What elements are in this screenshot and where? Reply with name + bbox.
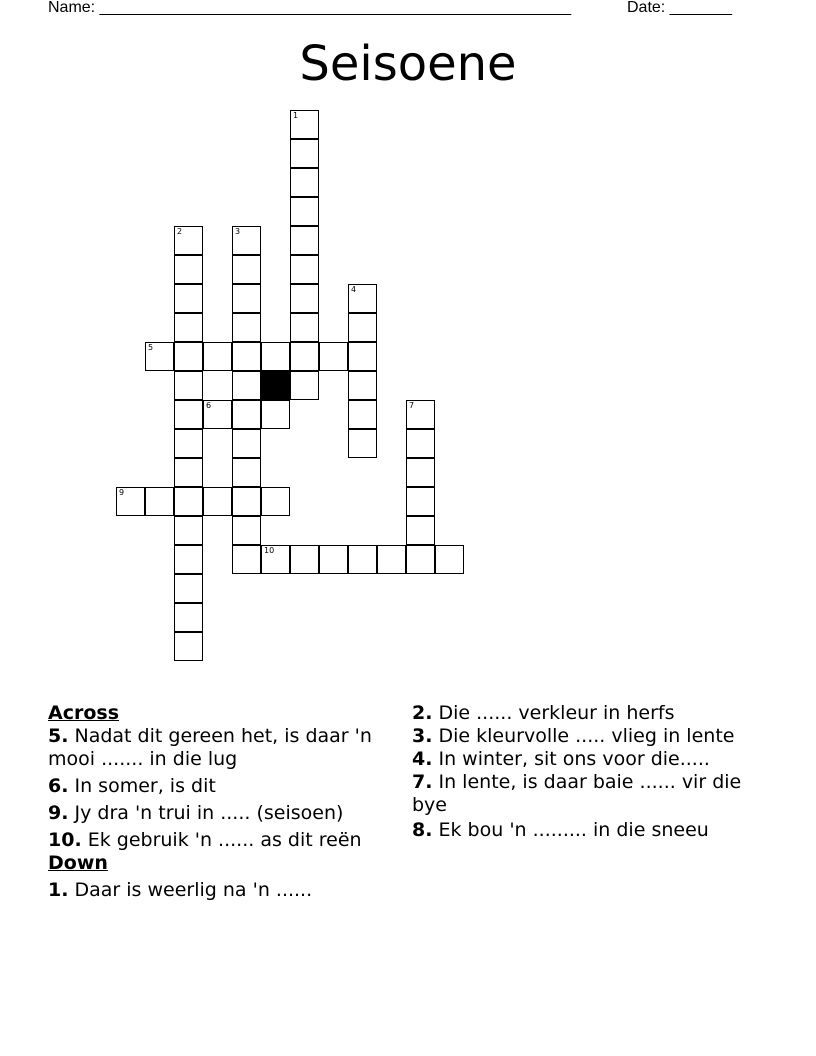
grid-cell[interactable] bbox=[261, 400, 290, 429]
grid-cell[interactable] bbox=[174, 429, 203, 458]
clue-down-3 bbox=[412, 725, 757, 748]
grid-cell[interactable] bbox=[174, 371, 203, 400]
clue-across-9 bbox=[48, 802, 393, 825]
clue-number-label: 3 bbox=[235, 227, 241, 236]
clue-text: Nadat dit gereen het, is daar 'n mooi ....... in die lug bbox=[48, 725, 372, 770]
clue-number-label: 4 bbox=[351, 285, 357, 294]
clue-number: 4. bbox=[412, 748, 433, 770]
grid-cell[interactable] bbox=[232, 545, 261, 574]
clue-number: 5. bbox=[48, 725, 69, 747]
grid-cell[interactable] bbox=[261, 487, 290, 516]
grid-cell[interactable] bbox=[290, 255, 319, 284]
clue-number: 3. bbox=[412, 725, 433, 747]
clue-text: In winter, sit ons voor die..... bbox=[438, 748, 710, 770]
grid-cell[interactable] bbox=[174, 458, 203, 487]
clue-number: 9. bbox=[48, 802, 69, 824]
grid-cell[interactable] bbox=[174, 516, 203, 545]
grid-cell[interactable] bbox=[232, 400, 261, 429]
clue-across-10 bbox=[48, 829, 393, 852]
grid-cell[interactable] bbox=[406, 429, 435, 458]
across-heading: Across bbox=[48, 702, 120, 724]
clue-number: 7. bbox=[412, 771, 433, 793]
clue-number-label: 5 bbox=[148, 343, 154, 352]
grid-cell[interactable] bbox=[348, 400, 377, 429]
clue-number-label: 1 bbox=[293, 111, 299, 120]
grid-cell[interactable] bbox=[290, 226, 319, 255]
black-square bbox=[261, 371, 290, 400]
clue-down-7 bbox=[412, 771, 757, 817]
clue-down-1 bbox=[48, 879, 393, 902]
grid-cell[interactable] bbox=[232, 458, 261, 487]
grid-cell-3[interactable] bbox=[232, 226, 261, 255]
grid-cell[interactable] bbox=[377, 545, 406, 574]
grid-cell[interactable] bbox=[406, 545, 435, 574]
grid-cell[interactable] bbox=[290, 284, 319, 313]
grid-cell[interactable] bbox=[232, 284, 261, 313]
grid-cell[interactable] bbox=[290, 545, 319, 574]
clue-down-4 bbox=[412, 748, 757, 771]
date-field[interactable]: Date: _______ bbox=[627, 0, 732, 16]
clue-across-6 bbox=[48, 775, 393, 798]
clue-down-8 bbox=[412, 819, 757, 842]
page-title: Seisoene bbox=[299, 36, 517, 92]
grid-cell-4[interactable] bbox=[348, 284, 377, 313]
clue-number: 6. bbox=[48, 775, 69, 797]
across-clue-list bbox=[48, 725, 393, 852]
grid-cell[interactable] bbox=[435, 545, 464, 574]
grid-cell-7[interactable] bbox=[406, 400, 435, 429]
clue-number: 2. bbox=[412, 702, 433, 724]
grid-cell[interactable] bbox=[174, 400, 203, 429]
clues-right-column bbox=[412, 702, 757, 846]
grid-cell-6[interactable] bbox=[203, 400, 232, 429]
grid-cell-1[interactable] bbox=[290, 110, 319, 139]
grid-cell[interactable] bbox=[290, 371, 319, 400]
clue-text: Die kleurvolle ..... vlieg in lente bbox=[438, 725, 735, 747]
grid-cell[interactable] bbox=[232, 487, 261, 516]
grid-cell[interactable] bbox=[174, 284, 203, 313]
grid-cell[interactable] bbox=[232, 429, 261, 458]
grid-cell[interactable] bbox=[406, 487, 435, 516]
grid-cell[interactable] bbox=[232, 516, 261, 545]
grid-cell[interactable] bbox=[406, 458, 435, 487]
grid-cell[interactable] bbox=[348, 313, 377, 342]
grid-cell[interactable] bbox=[348, 429, 377, 458]
grid-cell[interactable] bbox=[261, 342, 290, 371]
clue-down-2 bbox=[412, 702, 757, 725]
grid-cell-2[interactable] bbox=[174, 226, 203, 255]
grid-cell[interactable] bbox=[348, 371, 377, 400]
grid-cell[interactable] bbox=[174, 632, 203, 661]
clue-text: Ek bou 'n ......... in die sneeu bbox=[438, 819, 709, 841]
clue-text: Daar is weerlig na 'n ...... bbox=[74, 879, 313, 901]
clue-text: In lente, is daar baie ...... vir die bye bbox=[412, 771, 742, 816]
grid-cell[interactable] bbox=[174, 574, 203, 603]
clue-number-label: 7 bbox=[409, 401, 415, 410]
grid-cell[interactable] bbox=[290, 342, 319, 371]
grid-cell[interactable] bbox=[290, 197, 319, 226]
grid-cell[interactable] bbox=[319, 545, 348, 574]
grid-cell[interactable] bbox=[348, 545, 377, 574]
name-field[interactable]: Name: _____________________________________________________ bbox=[48, 0, 572, 16]
grid-cell-10[interactable] bbox=[261, 545, 290, 574]
clue-text: Ek gebruik 'n ...... as dit reën bbox=[87, 829, 362, 851]
clue-text: In somer, is dit bbox=[74, 775, 216, 797]
clue-text: Jy dra 'n trui in ..... (seisoen) bbox=[74, 802, 344, 824]
grid-cell[interactable] bbox=[174, 342, 203, 371]
grid-cell[interactable] bbox=[203, 342, 232, 371]
grid-cell[interactable] bbox=[174, 603, 203, 632]
grid-cell[interactable] bbox=[174, 313, 203, 342]
clue-across-5 bbox=[48, 725, 393, 771]
clue-number: 10. bbox=[48, 829, 82, 851]
grid-cell[interactable] bbox=[232, 313, 261, 342]
down-heading: Down bbox=[48, 852, 108, 874]
clue-number-label: 2 bbox=[177, 227, 183, 236]
grid-cell[interactable] bbox=[348, 342, 377, 371]
grid-cell[interactable] bbox=[174, 545, 203, 574]
clue-number: 1. bbox=[48, 879, 69, 901]
clue-number-label: 6 bbox=[206, 401, 212, 410]
clues-left-column bbox=[48, 702, 393, 906]
grid-cell-5[interactable] bbox=[145, 342, 174, 371]
grid-cell[interactable] bbox=[232, 342, 261, 371]
clue-text: Die ...... verkleur in herfs bbox=[438, 702, 675, 724]
grid-cell[interactable] bbox=[290, 313, 319, 342]
grid-cell[interactable] bbox=[232, 255, 261, 284]
grid-cell[interactable] bbox=[174, 487, 203, 516]
clue-number-label: 9 bbox=[119, 488, 125, 497]
grid-cell[interactable] bbox=[145, 487, 174, 516]
grid-cell[interactable] bbox=[203, 487, 232, 516]
grid-cell[interactable] bbox=[406, 516, 435, 545]
grid-cell[interactable] bbox=[232, 371, 261, 400]
clue-number: 8. bbox=[412, 819, 433, 841]
grid-cell[interactable] bbox=[174, 255, 203, 284]
grid-cell[interactable] bbox=[319, 342, 348, 371]
grid-cell[interactable] bbox=[290, 168, 319, 197]
clue-number-label: 10 bbox=[264, 546, 275, 555]
grid-cell[interactable] bbox=[290, 139, 319, 168]
grid-cell-9[interactable] bbox=[116, 487, 145, 516]
